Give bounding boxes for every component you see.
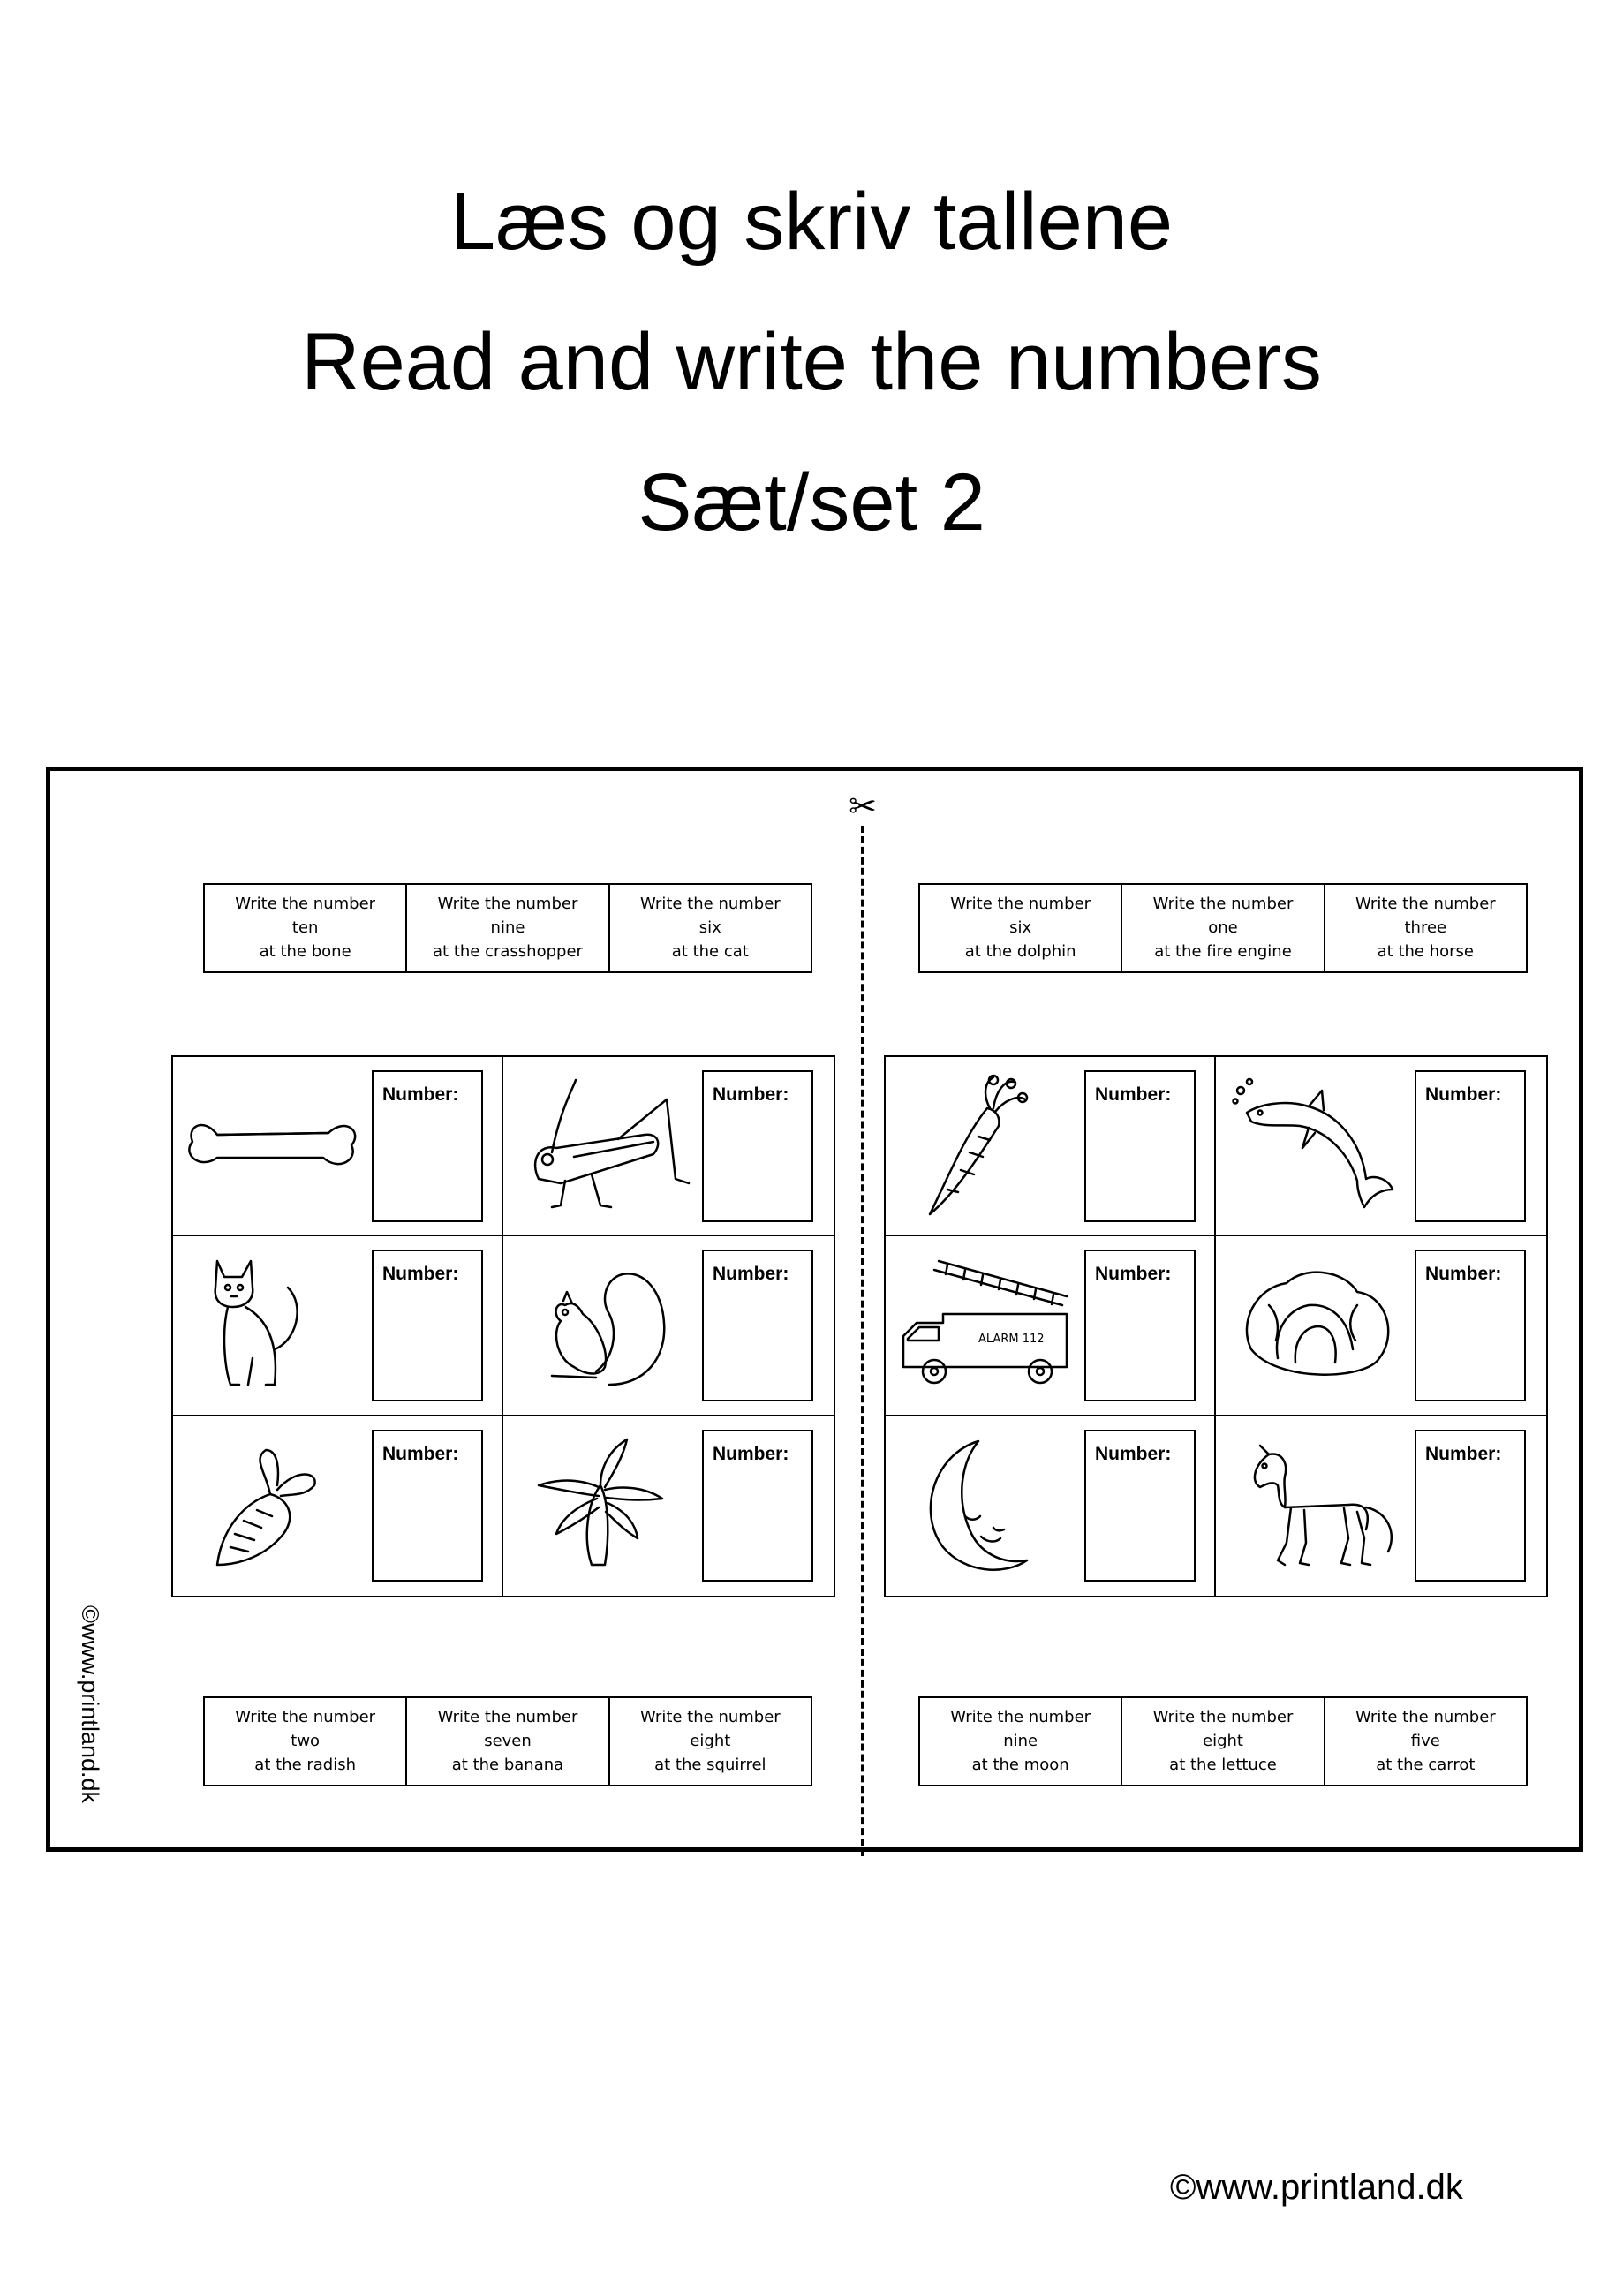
instruction-line: at the cat: [671, 942, 749, 961]
instruction-line: Write the number: [639, 1708, 781, 1726]
instruction-line: at the moon: [971, 1756, 1069, 1774]
right-picture-grid: [884, 1055, 1548, 1597]
grasshopper-icon: [512, 1073, 693, 1219]
instruction-line: Write the number: [437, 1708, 578, 1726]
number-write-box[interactable]: [372, 1250, 483, 1401]
cat-icon: [182, 1252, 363, 1398]
instruction-line: eight: [690, 1732, 731, 1750]
card-dolphin: [1216, 1057, 1546, 1236]
instruction-line: Write the number: [950, 1708, 1091, 1726]
card-horse: [1216, 1416, 1546, 1596]
cut-line: [861, 826, 864, 1856]
instruction-cell: [1325, 885, 1526, 971]
number-write-box[interactable]: [1415, 1250, 1526, 1401]
card-fire-engine: [886, 1236, 1216, 1416]
instruction-line: at the fire engine: [1154, 942, 1292, 961]
instruction-line: Write the number: [235, 895, 376, 913]
number-label: Number:: [1095, 1264, 1172, 1285]
instruction-line: at the bone: [259, 942, 351, 961]
instruction-line: Write the number: [1152, 895, 1294, 913]
set-label: Sæt/set 2: [638, 457, 985, 548]
instruction-cell: [1122, 885, 1325, 971]
title-danish: Læs og skriv tallene: [449, 177, 1174, 267]
instruction-line: Write the number: [639, 895, 781, 913]
right-instructions-bottom: [918, 1696, 1528, 1786]
moon-icon: [895, 1432, 1076, 1578]
card-grasshopper: [503, 1057, 834, 1236]
number-write-box[interactable]: [372, 1430, 483, 1582]
instruction-line: at the carrot: [1376, 1756, 1476, 1774]
number-label: Number:: [382, 1264, 459, 1285]
number-write-box[interactable]: [1084, 1070, 1196, 1222]
instruction-cell: [920, 885, 1122, 971]
number-label: Number:: [1425, 1084, 1502, 1105]
card-radish: [173, 1416, 503, 1596]
number-label: Number:: [713, 1264, 789, 1285]
lettuce-icon: [1225, 1252, 1406, 1398]
worksheet-sheet: [46, 767, 1583, 1852]
instruction-line: eight: [1203, 1732, 1243, 1750]
number-write-box[interactable]: [1084, 1250, 1196, 1401]
fire-engine-text: ALARM 112: [978, 1333, 1045, 1347]
squirrel-icon: [512, 1252, 693, 1398]
card-moon: [886, 1416, 1216, 1596]
instruction-line: at the radish: [254, 1756, 357, 1774]
instruction-cell: [610, 885, 811, 971]
dolphin-icon: [1225, 1073, 1406, 1219]
instruction-line: nine: [1003, 1732, 1038, 1750]
instruction-line: Write the number: [1355, 1708, 1496, 1726]
instruction-line: at the banana: [451, 1756, 564, 1774]
card-bone: [173, 1057, 503, 1236]
card-banana: [503, 1416, 834, 1596]
instruction-line: at the dolphin: [964, 942, 1076, 961]
title-english: Read and write the numbers: [301, 317, 1322, 407]
instruction-line: six: [698, 918, 721, 937]
right-instructions-top: [918, 883, 1528, 973]
number-write-box[interactable]: [702, 1070, 813, 1222]
card-carrot: [886, 1057, 1216, 1236]
horse-icon: [1225, 1432, 1406, 1578]
instruction-line: Write the number: [1152, 1708, 1294, 1726]
instruction-line: ten: [291, 918, 319, 937]
number-write-box[interactable]: [1415, 1430, 1526, 1582]
card-cat: [173, 1236, 503, 1416]
bone-icon: [182, 1073, 363, 1219]
instruction-line: at the horse: [1377, 942, 1474, 961]
banana-icon: [512, 1432, 693, 1578]
left-instructions-bottom: [203, 1696, 812, 1786]
instruction-cell: [205, 885, 407, 971]
instruction-line: one: [1208, 918, 1238, 937]
number-label: Number:: [1425, 1443, 1502, 1464]
instruction-line: Write the number: [437, 895, 578, 913]
number-label: Number:: [713, 1443, 789, 1464]
instruction-line: seven: [484, 1732, 532, 1750]
instruction-cell: [920, 1698, 1122, 1785]
title-block: [0, 177, 1623, 602]
number-label: Number:: [382, 1443, 459, 1464]
instruction-line: six: [1009, 918, 1032, 937]
instruction-line: three: [1404, 918, 1447, 937]
fire-engine-icon: [895, 1252, 1076, 1398]
instruction-line: nine: [490, 918, 525, 937]
card-lettuce: [1216, 1236, 1546, 1416]
number-write-box[interactable]: [702, 1250, 813, 1401]
carrot-icon: [895, 1073, 1076, 1219]
number-label: Number:: [1425, 1264, 1502, 1285]
copyright-footer: ©www.printland.dk: [1170, 2168, 1463, 2207]
instruction-cell: [1122, 1698, 1325, 1785]
number-label: Number:: [382, 1084, 459, 1105]
instruction-line: Write the number: [1355, 895, 1496, 913]
copyright-side: ©www.printland.dk: [77, 1605, 103, 1803]
number-label: Number:: [713, 1084, 789, 1105]
instruction-line: two: [291, 1732, 321, 1750]
radish-icon: [182, 1432, 363, 1578]
instruction-cell: [407, 1698, 609, 1785]
number-label: Number:: [1095, 1084, 1172, 1105]
instruction-cell: [205, 1698, 407, 1785]
number-write-box[interactable]: [1084, 1430, 1196, 1582]
number-write-box[interactable]: [372, 1070, 483, 1222]
card-squirrel: [503, 1236, 834, 1416]
number-write-box[interactable]: [702, 1430, 813, 1582]
instruction-cell: [407, 885, 609, 971]
instruction-line: five: [1410, 1732, 1440, 1750]
instruction-line: Write the number: [950, 895, 1091, 913]
number-write-box[interactable]: [1415, 1070, 1526, 1222]
left-instructions-top: [203, 883, 812, 973]
number-label: Number:: [1095, 1443, 1172, 1464]
instruction-line: at the squirrel: [654, 1756, 766, 1774]
instruction-cell: [1325, 1698, 1526, 1785]
instruction-cell: [610, 1698, 811, 1785]
instruction-line: at the lettuce: [1169, 1756, 1277, 1774]
instruction-line: Write the number: [235, 1708, 376, 1726]
left-picture-grid: [171, 1055, 835, 1597]
instruction-line: at the crasshopper: [433, 942, 583, 961]
scissors-icon: ✂: [849, 787, 877, 826]
